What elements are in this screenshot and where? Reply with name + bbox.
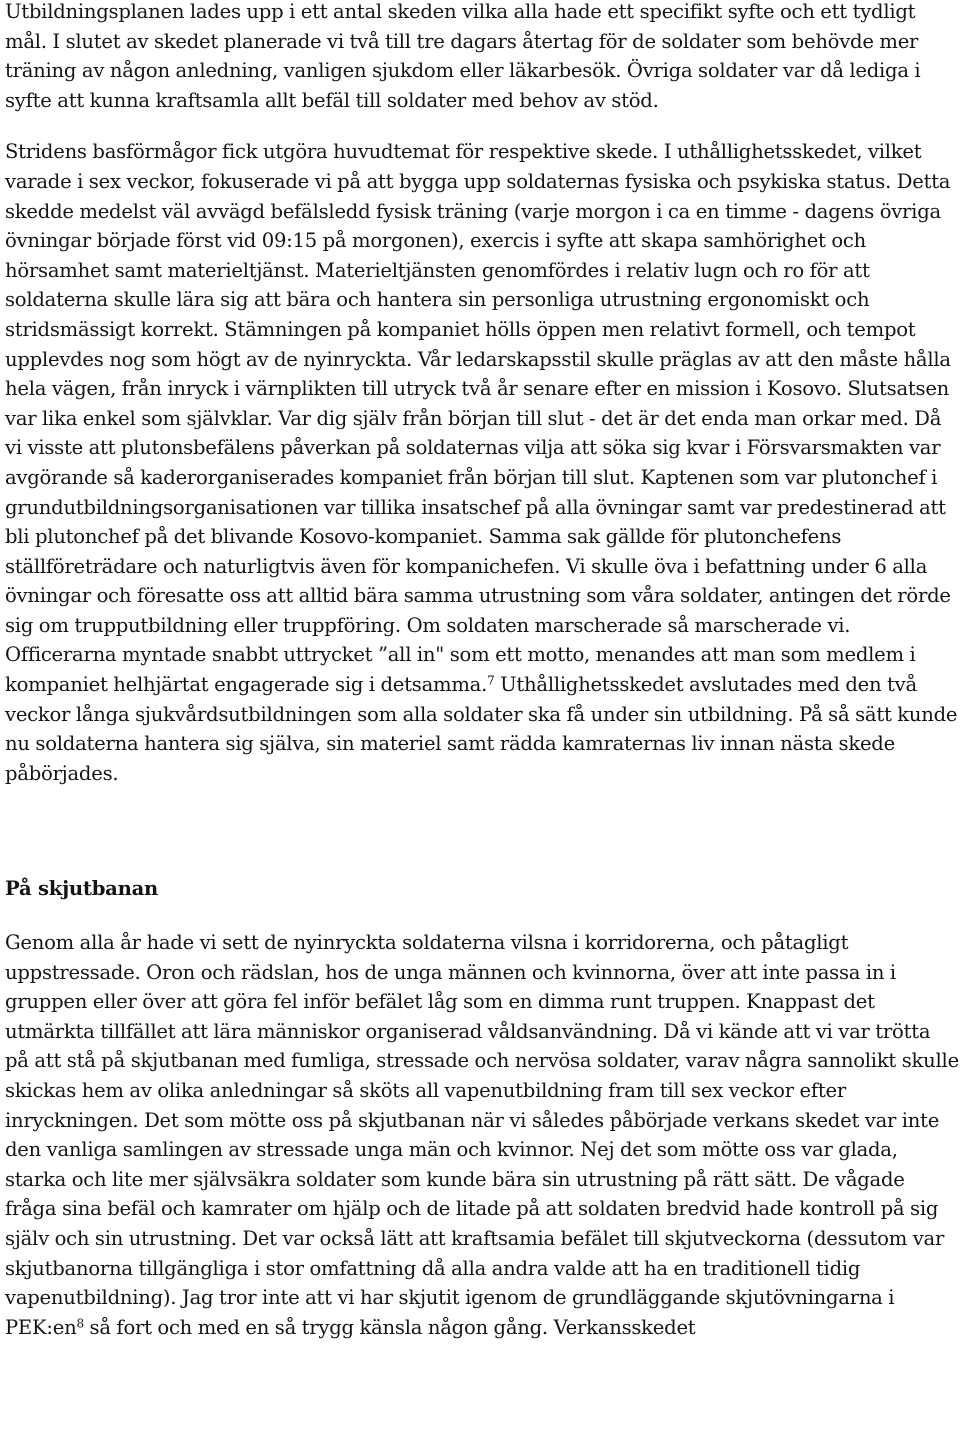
paragraph-shooting-text-end: så fort och med en så trygg känsla någon gång. Verkansskedet: [83, 1315, 696, 1339]
paragraph-shooting-range: [5, 928, 959, 1342]
paragraph-endurance-text-end: Uthållighetsskedet avslutades med den två veckor långa sjukvårdsutbildningen som alla soldater ska få under sin utbildning. På så sätt kunde nu soldaterna hantera sig själva, sin materiel samt rädda kamraternas liv innan nästa skede påbörjades.: [5, 673, 958, 785]
paragraph-endurance-phase: [5, 137, 959, 788]
paragraph-training-plan: Utbildningsplanen lades upp i ett antal skeden vilka alla hade ett specifikt syfte och ett tydligt mål. I slutet av skedet planerade vi två till tre dagars återtag för de soldater som behövde mer träning av någon anledning, vanligen sjukdom eller läkarbesök. Övriga soldater var då lediga i syfte att kunna kraftsamla allt befäl till soldater med behov av stöd.: [5, 0, 921, 112]
footnote-reference-7: 7: [487, 673, 495, 688]
section-heading: På skjutbanan: [5, 877, 159, 901]
document-page: [5, 0, 959, 1342]
footnote-reference-8: 8: [76, 1316, 84, 1331]
paragraph-endurance-text: Stridens basförmågor fick utgöra huvudtemat för respektive skede. I uthållighetsskedet, vilket varade i sex veckor, fokuserade vi på att bygga upp soldaternas fysiska och psykiska status. Detta skedde medelst väl avvägd befälsledd fysisk träning (varje morgon i ca en timme - dagens övriga övningar började först vid 09:15 på morgonen), exercis i syfte att skapa samhörighet och hörsamhet samt materieltjänst. Materieltjänsten genomfördes i relativ lugn och ro för att soldaterna skulle lära sig att bära och hantera sin personliga utrustning ergonomiskt och stridsmässigt korrekt. Stämningen på kompaniet hölls öppen men relativt formell, och tempot upplevdes nog som högt av de nyinryckta. Vår ledarskapsstil skulle präglas av att den måste hålla hela vägen, från inryck i värnplikten till utryck två år senare efter en mission i Kosovo. Slutsatsen var lika enkel som självklar. Var dig själv från början till slut - det är det enda man orkar med. Då vi visste att plutonsbefälens påverkan på soldaternas vilja att söka sig kvar i Försvarsmakten var avgörande så kaderorganiserades kompaniet från början till slut. Kaptenen som var plutonchef i grundutbildningsorganisationen var tillika insatschef på alla övningar samt var predestinerad att bli plutonchef på det blivande Kosovo-kompaniet. Samma sak gällde för plutonchefens ställföreträdare och naturligtvis även för kompanichefen. Vi skulle öva i befattning under 6 alla övningar och föresatte oss att alltid bära samma utrustning som våra soldater, antingen det rörde sig om trupputbildning eller truppföring. Om soldaten marscherade så marscherade vi. Officerarna myntade snabbt uttrycket ”all in" som ett motto, menandes att man som medlem i kompaniet helhjärtat engagerade sig i detsamma.: [5, 140, 951, 697]
paragraph-shooting-text: Genom alla år hade vi sett de nyinryckta soldaterna vilsna i korridorerna, och påtagligt uppstressade. Oron och rädslan, hos de unga männen och kvinnorna, över att inte passa in i gruppen eller över att göra fel inför befälet låg som en dimma runt truppen. Knappast det utmärkta tillfället att lära människor organiserad våldsanvändning. Då vi kände att vi var trötta på att stå på skjutbanan med fumliga, stressade och nervösa soldater, varav några sannolikt skulle skickas hem av olika anledningar så sköts all vapenutbildning fram till sex veckor efter inryckningen. Det som mötte oss på skjutbanan när vi således påbörjade verkans skedet var inte den vanliga samlingen av stressade unga män och kvinnor. Nej det som mötte oss var glada, starka och lite mer självsäkra soldater som kunde bära sin utrustning på rätt sätt. De vågade fråga sina befäl och kamrater om hjälp och de litade på att soldaten bredvid hade kontroll på sig själv och sin utrustning. Det var också lätt att kraftsamia befälet till skjutveckorna (dessutom var skjutbanorna tillgängliga i stor omfattning då alla andra valde att ha en traditionell tidig vapenutbildning). Jag tror inte att vi har skjutit igenom de grundläggande skjutövningarna i PEK:en: [5, 931, 959, 1339]
